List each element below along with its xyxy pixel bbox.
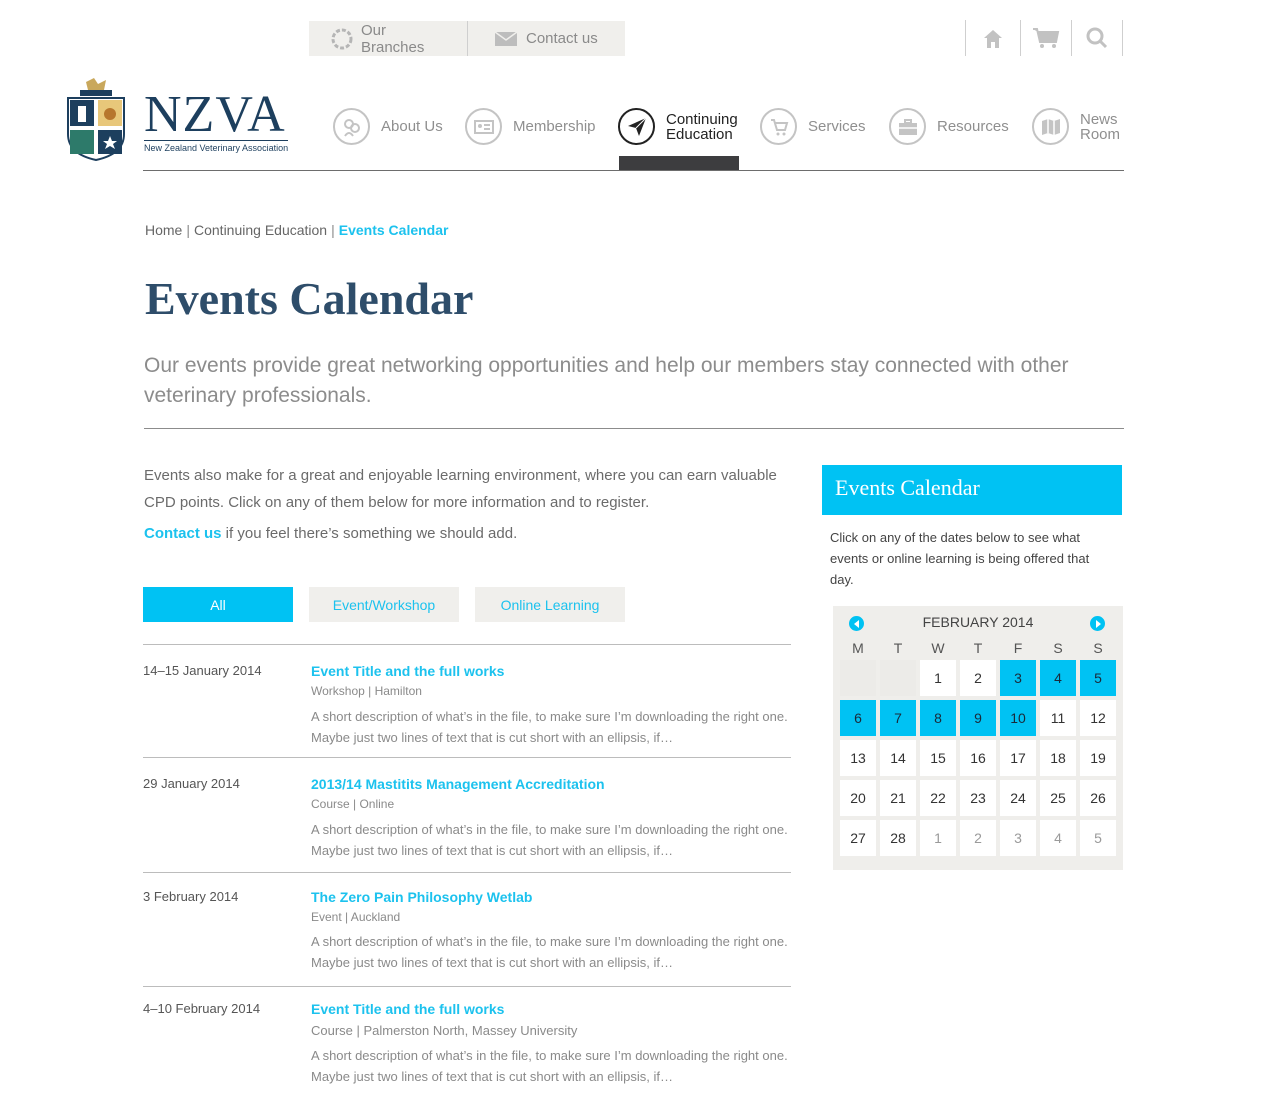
filter-event-workshop-button[interactable]: Event/Workshop bbox=[309, 587, 459, 622]
calendar-event-day[interactable]: 6 bbox=[840, 700, 876, 736]
breadcrumb-home[interactable]: Home bbox=[145, 222, 183, 238]
weekday-header: T bbox=[893, 640, 903, 656]
envelope-icon bbox=[494, 31, 518, 47]
nav-item-continuing-education[interactable] bbox=[618, 108, 746, 145]
calendar-day[interactable]: 2 bbox=[960, 820, 996, 856]
nav-label-services: Services bbox=[808, 118, 866, 135]
calendar-day[interactable]: 17 bbox=[1000, 740, 1036, 776]
event-meta: Workshop | Hamilton bbox=[311, 684, 422, 698]
calendar-event-day[interactable]: 9 bbox=[960, 700, 996, 736]
nav-label-about-us: About Us bbox=[381, 118, 443, 135]
event-date: 4–10 February 2014 bbox=[143, 1001, 261, 1016]
calendar-day[interactable]: 22 bbox=[920, 780, 956, 816]
calendar-day[interactable]: 23 bbox=[960, 780, 996, 816]
event-meta: Course | Palmerston North, Massey University bbox=[311, 1023, 578, 1038]
calendar-day[interactable]: 2 bbox=[960, 660, 996, 696]
contact-us-label: Contact us bbox=[526, 30, 598, 47]
event-item[interactable] bbox=[143, 757, 791, 872]
map-icon bbox=[1032, 108, 1069, 145]
nav-label-news-room: News Room bbox=[1080, 110, 1121, 143]
calendar-day[interactable]: 16 bbox=[960, 740, 996, 776]
id-card-icon bbox=[465, 108, 502, 145]
calendar-day[interactable]: 20 bbox=[840, 780, 876, 816]
calendar-empty-cell bbox=[840, 660, 876, 696]
main-nav bbox=[143, 96, 1124, 171]
event-description: A short description of what’s in the file, to make sure I’m downloading the right one. Maybe just two lines of text that is cut short with an ellipsis, if… bbox=[311, 822, 788, 858]
calendar-empty-cell bbox=[880, 660, 916, 696]
contact-text-rest: if you feel there’s something we should add. bbox=[221, 525, 518, 542]
contact-us-link[interactable]: Contact us bbox=[144, 525, 222, 542]
event-item[interactable] bbox=[143, 986, 791, 1093]
calendar-event-day[interactable]: 5 bbox=[1080, 660, 1116, 696]
calendar-day[interactable]: 5 bbox=[1080, 820, 1116, 856]
calendar-day[interactable]: 13 bbox=[840, 740, 876, 776]
event-title-link[interactable]: Event Title and the full works bbox=[311, 663, 505, 679]
weekday-header: F bbox=[1013, 640, 1023, 656]
calendar-day[interactable]: 28 bbox=[880, 820, 916, 856]
ring-icon bbox=[331, 28, 353, 50]
calendar-day[interactable]: 27 bbox=[840, 820, 876, 856]
event-date: 14–15 January 2014 bbox=[143, 663, 262, 678]
calendar-event-day[interactable]: 8 bbox=[920, 700, 956, 736]
contact-us-button[interactable] bbox=[467, 21, 625, 56]
event-date: 3 February 2014 bbox=[143, 889, 239, 904]
calendar-event-day[interactable]: 10 bbox=[1000, 700, 1036, 736]
breadcrumb-separator: | bbox=[186, 222, 190, 238]
weekday-header: W bbox=[931, 640, 945, 656]
calendar-event-day[interactable]: 7 bbox=[880, 700, 916, 736]
divider bbox=[144, 428, 1124, 429]
briefcase-icon bbox=[889, 108, 926, 145]
breadcrumb bbox=[145, 222, 448, 238]
paper-plane-icon bbox=[618, 108, 655, 145]
nav-label-continuing-education: Continuing Education bbox=[666, 110, 738, 143]
sidebar-text: Click on any of the dates below to see what events or online learning is being offered that day. bbox=[830, 530, 1090, 587]
our-branches-button[interactable] bbox=[309, 21, 467, 56]
event-meta: Course | Online bbox=[311, 797, 395, 811]
calendar-month: FEBRUARY 2014 bbox=[922, 614, 1034, 630]
breadcrumb-section[interactable]: Continuing Education bbox=[194, 222, 328, 238]
filter-online-learning-button[interactable]: Online Learning bbox=[475, 587, 625, 622]
breadcrumb-separator: | bbox=[331, 222, 335, 238]
event-item[interactable] bbox=[143, 644, 791, 757]
our-branches-label: Our Branches bbox=[361, 21, 425, 56]
people-icon bbox=[333, 108, 370, 145]
weekday-header: T bbox=[973, 640, 983, 656]
logo-subtitle: New Zealand Veterinary Association bbox=[144, 143, 289, 153]
search-button[interactable] bbox=[1071, 20, 1123, 56]
nav-item-news-room[interactable] bbox=[1032, 108, 1124, 145]
calendar-day[interactable]: 15 bbox=[920, 740, 956, 776]
calendar-day[interactable]: 12 bbox=[1080, 700, 1116, 736]
intro-text: Our events provide great networking opportunities and help our members stay connected with other veterinary professionals. bbox=[144, 354, 1069, 407]
nav-item-about-us[interactable] bbox=[333, 108, 443, 145]
nav-item-membership[interactable] bbox=[465, 108, 596, 145]
utility-icons bbox=[965, 20, 1123, 56]
event-description: A short description of what’s in the file, to make sure I’m downloading the right one. Maybe just two lines of text that is cut short with an ellipsis, if… bbox=[311, 709, 788, 745]
calendar-day[interactable]: 26 bbox=[1080, 780, 1116, 816]
calendar-day[interactable]: 14 bbox=[880, 740, 916, 776]
calendar-next-button[interactable] bbox=[1090, 616, 1105, 631]
event-description: A short description of what’s in the file, to make sure I’m downloading the right one. Maybe just two lines of text that is cut short with an ellipsis, if… bbox=[311, 934, 788, 970]
calendar-event-day[interactable]: 3 bbox=[1000, 660, 1036, 696]
event-date: 29 January 2014 bbox=[143, 776, 240, 791]
calendar-day[interactable]: 4 bbox=[1040, 820, 1076, 856]
calendar-day[interactable]: 1 bbox=[920, 660, 956, 696]
weekday-header: S bbox=[1053, 640, 1063, 656]
event-meta: Event | Auckland bbox=[311, 910, 401, 924]
chevron-right-icon bbox=[1094, 620, 1102, 628]
filter-all-button[interactable]: All bbox=[143, 587, 293, 622]
calendar-day[interactable]: 11 bbox=[1040, 700, 1076, 736]
event-title-link[interactable]: 2013/14 Mastitits Management Accreditation bbox=[311, 776, 605, 792]
page-title: Events Calendar bbox=[145, 273, 474, 324]
weekday-header: S bbox=[1093, 640, 1103, 656]
calendar-day[interactable]: 19 bbox=[1080, 740, 1116, 776]
breadcrumb-current: Events Calendar bbox=[338, 222, 449, 238]
crest-icon bbox=[66, 78, 126, 162]
cart-button[interactable] bbox=[1020, 20, 1071, 56]
calendar-day[interactable]: 3 bbox=[1000, 820, 1036, 856]
calendar-day[interactable]: 24 bbox=[1000, 780, 1036, 816]
body-text: Events also make for a great and enjoyable learning environment, where you can earn valuable CPD points. Click on any of them below for more information and to register. bbox=[144, 467, 777, 511]
calendar-event-day[interactable]: 4 bbox=[1040, 660, 1076, 696]
utility-bar bbox=[309, 21, 625, 56]
event-title-link[interactable]: The Zero Pain Philosophy Wetlab bbox=[311, 889, 533, 905]
nav-item-services[interactable] bbox=[760, 108, 866, 145]
logo-letters: NZVA bbox=[144, 92, 288, 141]
home-button[interactable] bbox=[965, 20, 1020, 56]
nav-active-indicator bbox=[619, 156, 739, 170]
weekday-header: M bbox=[852, 640, 864, 656]
event-title-link[interactable]: Event Title and the full works bbox=[311, 1001, 505, 1017]
events-list bbox=[143, 644, 791, 1093]
event-description: A short description of what’s in the file, to make sure I’m downloading the right one. Maybe just two lines of text that is cut short with an ellipsis, if… bbox=[311, 1048, 788, 1084]
cart-icon bbox=[760, 108, 797, 145]
calendar-day[interactable]: 25 bbox=[1040, 780, 1076, 816]
cart-icon bbox=[1032, 27, 1060, 54]
calendar-day[interactable]: 1 bbox=[920, 820, 956, 856]
contact-text bbox=[144, 525, 517, 542]
calendar-day[interactable]: 18 bbox=[1040, 740, 1076, 776]
sidebar-heading: Events Calendar bbox=[822, 465, 1122, 515]
search-icon bbox=[1086, 27, 1108, 54]
calendar bbox=[833, 606, 1123, 870]
nav-label-resources: Resources bbox=[937, 118, 1009, 135]
nav-label-membership: Membership bbox=[513, 118, 596, 135]
event-item[interactable] bbox=[143, 872, 791, 986]
nav-item-resources[interactable] bbox=[889, 108, 1009, 145]
calendar-day[interactable]: 21 bbox=[880, 780, 916, 816]
home-icon bbox=[983, 29, 1003, 54]
